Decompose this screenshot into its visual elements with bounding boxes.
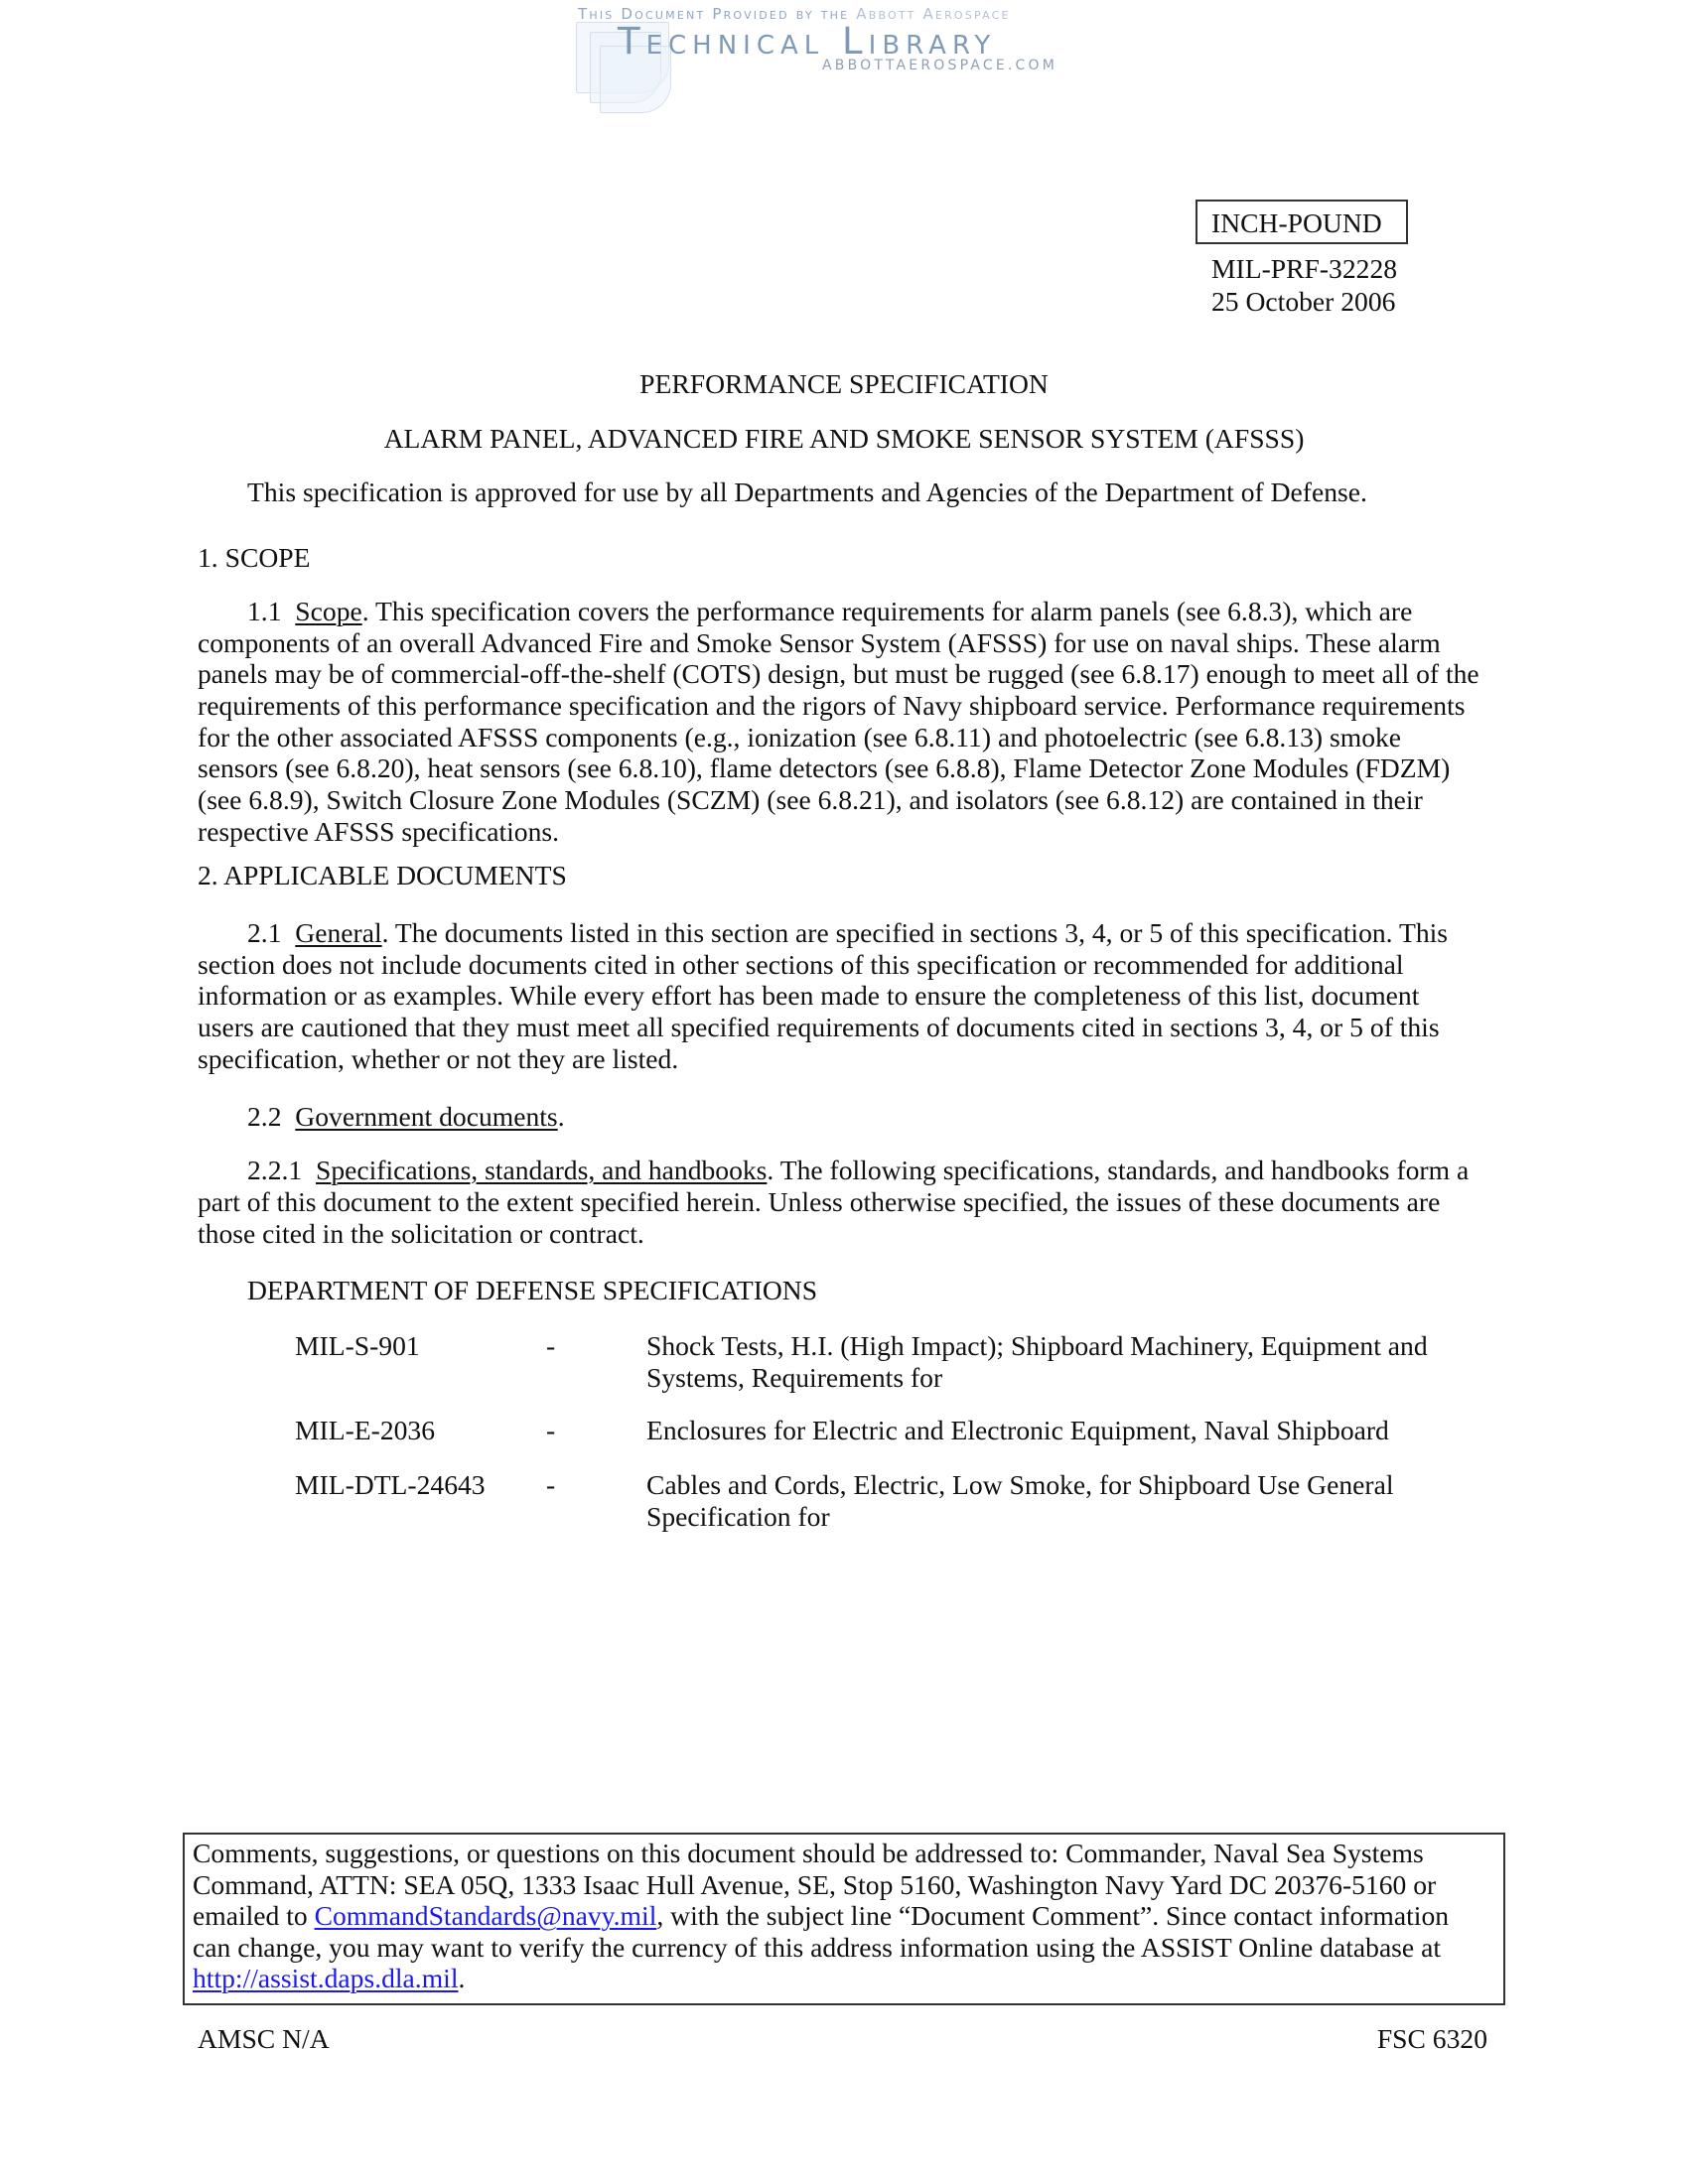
para-2-1-line: information or as examples. While every effort has been made to ensure the completeness of this list, document: [198, 980, 1420, 1011]
para-2-2-1-line: those cited in the solicitation or contract.: [198, 1218, 644, 1249]
section-2-heading: 2. APPLICABLE DOCUMENTS: [198, 860, 567, 890]
para-1-1-line: for the other associated AFSSS components (e.g., ionization (see 6.8.11) and photoelectric (see 6.8.13) smoke: [198, 722, 1402, 752]
para-1-1-line: sensors (see 6.8.20), heat sensors (see 6.8.10), flame detectors (see 6.8.8), Flame Detector Zone Modules (FDZM): [198, 752, 1451, 783]
amsc-label: AMSC N/A: [198, 2023, 330, 2054]
approval-statement: This specification is approved for use by all Departments and Agencies of the Department of Defense.: [247, 477, 1367, 507]
comments-line: can change, you may want to verify the currency of this address information using the ASSIST Online database at: [193, 1932, 1441, 1963]
section-1-heading: 1. SCOPE: [198, 542, 311, 573]
para-2-1-line: section does not include documents cited in other sections of this specification or recommended for additional: [198, 949, 1404, 980]
para-1-1-line: (see 6.8.9), Switch Closure Zone Modules (SCZM) (see 6.8.21), and isolators (see 6.8.12) are contained in their: [198, 784, 1423, 815]
spec-description: Cables and Cords, Electric, Low Smoke, for Shipboard Use General: [646, 1469, 1394, 1500]
dod-specs-heading: DEPARTMENT OF DEFENSE SPECIFICATIONS: [247, 1275, 818, 1305]
comments-line: emailed to CommandStandards@navy.mil, with the subject line “Document Comment”. Since contact information: [193, 1900, 1450, 1931]
para-2-1-title: General: [295, 917, 382, 948]
email-link[interactable]: CommandStandards@navy.mil: [314, 1900, 657, 1931]
para-2-1-line: users are cautioned that they must meet all specified requirements of documents cited in sections 3, 4, or 5 of this: [198, 1012, 1440, 1042]
para-1-1-line: components of an overall Advanced Fire and Smoke Sensor System (AFSSS) for use on naval ships. These alarm: [198, 627, 1441, 658]
para-1-1-line: 1.1 Scope. This specification covers the performance requirements for alarm panels (see 6.8.3), which are: [247, 596, 1413, 626]
spec-dash: -: [546, 1415, 556, 1445]
fsc-label: FSC 6320: [1376, 2023, 1487, 2054]
document-number: MIL-PRF-32228: [1211, 253, 1398, 284]
assist-url-link[interactable]: http://assist.daps.dla.mil: [193, 1963, 459, 1993]
para-2-2-1-line: part of this document to the extent specified herein. Unless otherwise specified, the issues of these documents are: [198, 1186, 1441, 1217]
para-1-1-line: panels may be of commercial-off-the-shelf (COTS) design, but must be rugged (see 6.8.17) enough to meet all of the: [198, 658, 1479, 689]
comments-line: http://assist.daps.dla.mil.: [193, 1963, 466, 1993]
document-date: 25 October 2006: [1211, 286, 1396, 317]
para-2-1-line: 2.1 General. The documents listed in this section are specified in sections 3, 4, or 5 of this specification. This: [247, 917, 1449, 948]
para-2-2-title: Government documents: [295, 1101, 558, 1132]
watermark-title: Technical Library: [618, 20, 997, 63]
spec-description: Enclosures for Electric and Electronic Equipment, Naval Shipboard: [646, 1415, 1389, 1445]
spec-id: MIL-E-2036: [295, 1415, 436, 1445]
para-1-1-title: Scope: [295, 596, 362, 626]
document-title: ALARM PANEL, ADVANCED FIRE AND SMOKE SENSOR SYSTEM (AFSSS): [383, 423, 1305, 454]
para-1-1-line: respective AFSSS specifications.: [198, 816, 560, 847]
spec-dash: -: [546, 1469, 556, 1500]
comments-line: Command, ATTN: SEA 05Q, 1333 Isaac Hull Avenue, SE, Stop 5160, Washington Navy Yard DC 20376-5160 or: [193, 1869, 1437, 1900]
watermark-url: ABBOTTAEROSPACE.COM: [822, 58, 1058, 73]
inch-pound-box: [1196, 200, 1408, 244]
spec-description: Systems, Requirements for: [646, 1362, 943, 1393]
unit-system-label: INCH-POUND: [1211, 207, 1382, 238]
spec-description: Specification for: [646, 1501, 830, 1532]
spec-dash: -: [546, 1330, 556, 1361]
para-2-2-1-line: 2.2.1 Specifications, standards, and handbooks. The following specifications, standards, and handbooks form a: [247, 1155, 1470, 1185]
para-1-1-line: requirements of this performance specification and the rigors of Navy shipboard service. Performance requirements: [198, 690, 1466, 721]
watermark-tagline: This Document Provided by the Abbott Aerospace: [578, 5, 1011, 23]
comments-line: Comments, suggestions, or questions on this document should be addressed to: Commander, Naval Sea Systems: [193, 1838, 1424, 1868]
para-2-2-heading: 2.2 Government documents.: [247, 1101, 565, 1132]
specification-type: PERFORMANCE SPECIFICATION: [639, 368, 1049, 399]
para-2-2-1-title: Specifications, standards, and handbooks: [315, 1155, 768, 1185]
spec-id: MIL-DTL-24643: [295, 1469, 486, 1500]
para-2-1-line: specification, whether or not they are listed.: [198, 1043, 679, 1074]
watermark-logo: [556, 0, 1112, 119]
spec-description: Shock Tests, H.I. (High Impact); Shipboard Machinery, Equipment and: [646, 1330, 1428, 1361]
spec-id: MIL-S-901: [295, 1330, 420, 1361]
